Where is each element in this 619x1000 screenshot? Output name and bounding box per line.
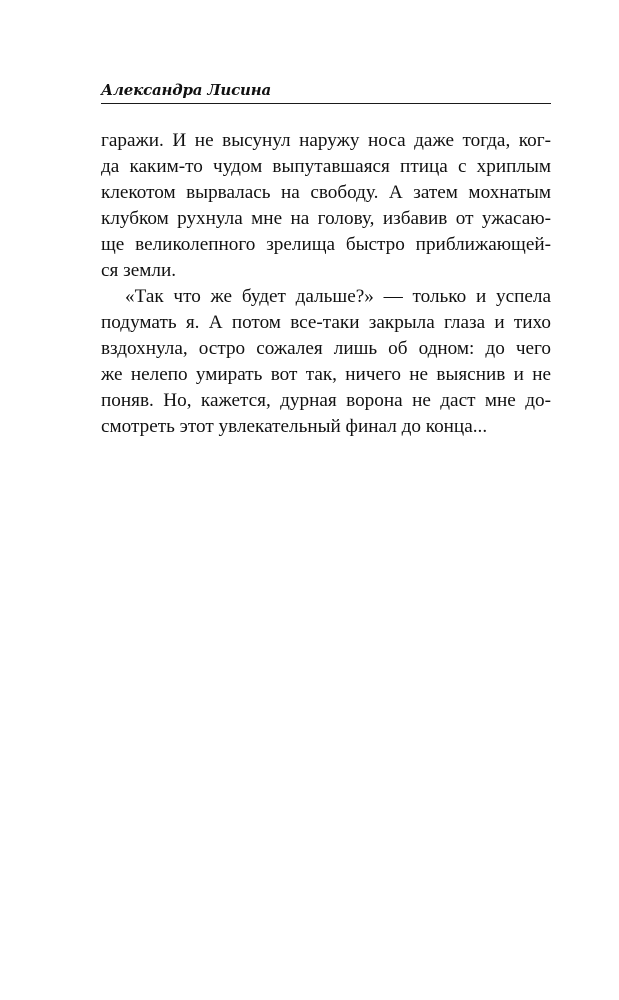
text-line: да каким-то чудом выпутавшаяся птица с хриплым (101, 156, 551, 177)
author-name: Александра Лисина (101, 81, 272, 99)
text-line: вздохнула, остро сожалея лишь об одном: до чего (101, 338, 551, 359)
header-rule (101, 103, 551, 104)
text-line: же нелепо умирать вот так, ничего не выяснив и не (101, 364, 551, 385)
text-line: поняв. Но, кажется, дурная ворона не даст мне до- (101, 390, 551, 411)
body-text (101, 128, 551, 440)
text-line: ся земли. (101, 260, 177, 281)
text-line: «Так что же будет дальше?» — только и успела (125, 286, 551, 307)
text-line: смотреть этот увлекательный финал до конца... (101, 416, 488, 437)
text-line: подумать я. А потом все-таки закрыла глаза и тихо (101, 312, 551, 333)
paragraph-1 (101, 128, 551, 284)
text-line: ще великолепного зрелища быстро приближающей- (101, 234, 551, 255)
text-line: клекотом вырвалась на свободу. А затем мохнатым (101, 182, 551, 203)
text-line: клубком рухнула мне на голову, избавив от ужасаю- (101, 208, 551, 229)
running-header (101, 80, 551, 102)
text-line: гаражи. И не высунул наружу носа даже тогда, ког- (101, 130, 551, 151)
paragraph-2 (101, 284, 551, 440)
